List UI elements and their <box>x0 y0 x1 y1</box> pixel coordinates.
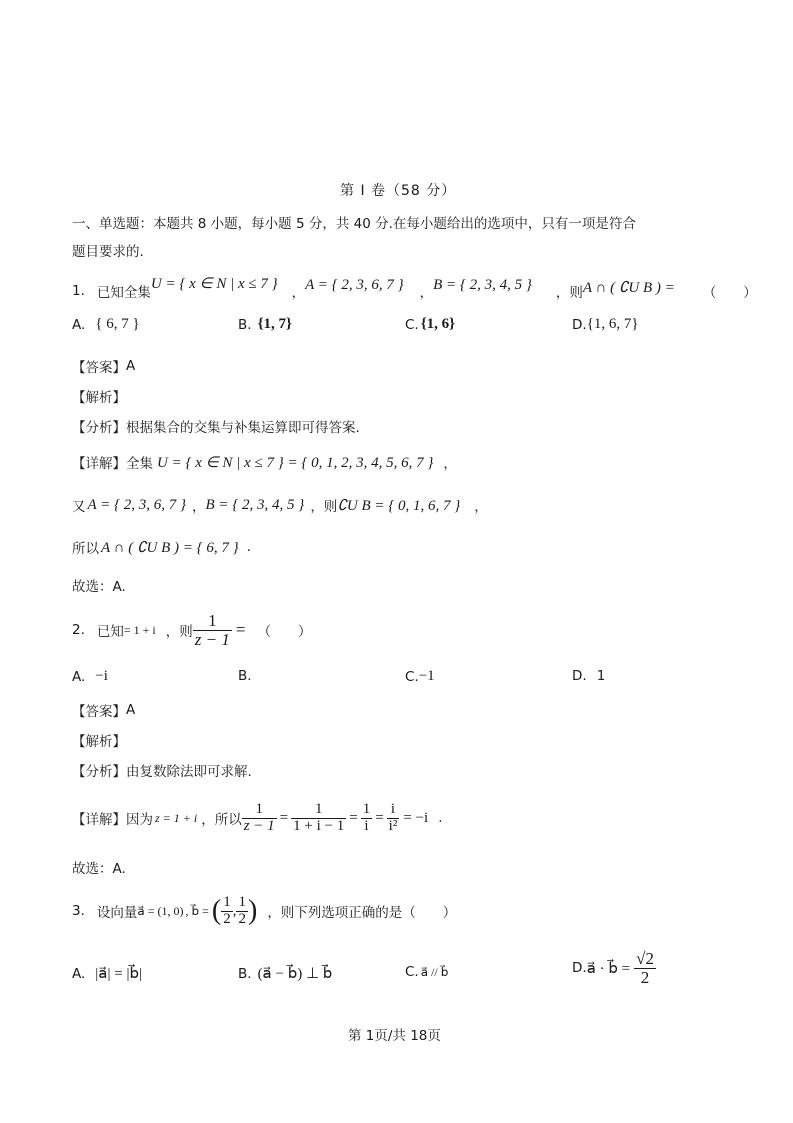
detail-lead: 所以 <box>72 541 99 557</box>
option-c <box>405 668 435 685</box>
option-b <box>238 964 332 983</box>
equals-sign: = <box>235 620 246 639</box>
option-d-fraction <box>634 950 656 987</box>
fenxi-tag: 【分析】 <box>72 764 126 780</box>
detail-end: ， <box>474 499 488 515</box>
option-value: { 6, 7 } <box>95 316 140 332</box>
equals-sign: = <box>349 809 358 826</box>
option-label: B. <box>238 965 252 982</box>
option-a <box>72 668 108 685</box>
option-value: 1 <box>596 668 606 684</box>
denominator: z − 1 <box>243 817 275 834</box>
detail-line-2 <box>72 495 488 515</box>
option-value: |a⃗| = |b⃗| <box>95 966 142 982</box>
separator-then: ，则 <box>165 624 193 640</box>
question-text: 设向量 <box>96 905 138 921</box>
numerator: i <box>387 802 400 819</box>
option-value: {1, 6, 7} <box>586 316 639 332</box>
answer-paren: （ ） <box>702 285 757 301</box>
vector-b-x <box>221 895 233 928</box>
detail-end: ， <box>443 456 457 472</box>
separator: ， <box>419 285 434 301</box>
numerator: 1 <box>242 802 277 819</box>
fenxi-text: 由复数除法即可求解. <box>126 764 252 780</box>
fraction-1 <box>242 802 277 835</box>
answer-line <box>72 700 135 720</box>
option-label: A. <box>72 668 86 685</box>
left-paren: ( <box>211 895 222 926</box>
detail-expression: U = { x ∈ N | x ≤ 7 } = { 0, 1, 2, 3, 4, 5, 6, 7 } <box>157 454 434 471</box>
detail-end: . <box>246 539 251 555</box>
option-label: A. <box>72 965 86 982</box>
answer-value: A <box>126 358 136 374</box>
vector-a: a⃗ = (1, 0) <box>137 903 184 918</box>
option-a <box>72 964 142 983</box>
page-footer: 第 1页/共 18页 <box>348 1028 441 1044</box>
analysis-tag: 【解析】 <box>72 390 126 406</box>
separator-then: ，则 <box>555 285 583 301</box>
option-d <box>572 668 605 684</box>
fraction-3 <box>361 802 373 835</box>
option-label: D. <box>572 316 587 333</box>
detail-line <box>72 796 442 840</box>
denominator: 2 <box>238 910 246 927</box>
final-answer: 故选：A. <box>72 579 126 595</box>
denominator: 2 <box>640 967 650 987</box>
option-b <box>238 316 292 333</box>
vector-b-lead: , b⃗ = <box>185 903 209 918</box>
fenxi-tag: 【分析】 <box>72 420 126 436</box>
separator: ， <box>192 499 206 515</box>
detail-so: ，所以 <box>201 812 242 828</box>
option-value: a⃗ · b⃗ = <box>586 960 631 977</box>
option-value: −i <box>95 668 108 684</box>
detail-line-3 <box>72 537 251 557</box>
question-number: 1. <box>72 283 85 299</box>
answer-line <box>72 356 135 376</box>
option-label: C. <box>405 316 419 333</box>
fenxi-line <box>72 760 252 780</box>
result: = −i <box>403 809 429 826</box>
option-label: D. <box>572 960 587 977</box>
detail-complement: ∁U B = { 0, 1, 6, 7 } <box>337 497 461 514</box>
set-expression: A ∩ ( ∁U B ) = <box>582 279 675 296</box>
detail-set-b: B = { 2, 3, 4, 5 } <box>205 496 305 513</box>
right-paren: ) <box>247 895 258 926</box>
option-label: B. <box>238 316 252 333</box>
denominator: i² <box>388 817 398 834</box>
fraction-4 <box>387 802 400 835</box>
answer-value: A <box>126 702 136 718</box>
option-label: A. <box>72 316 86 333</box>
fraction-2 <box>291 802 346 835</box>
detail-lead: 因为 <box>126 812 153 828</box>
numerator: 1 <box>291 802 346 819</box>
question-number: 3. <box>72 903 85 919</box>
question-text: 已知 <box>96 624 124 640</box>
vector-b-y <box>236 895 248 928</box>
answer-tag: 【答案】 <box>72 360 126 376</box>
fraction-denominator: z − 1 <box>194 629 230 649</box>
xiangjie-tag: 【详解】 <box>72 456 126 472</box>
equals-sign: = <box>279 809 289 826</box>
option-value: {1, 6} <box>420 316 456 332</box>
detail-line-1 <box>72 452 457 472</box>
answer-tag: 【答案】 <box>72 704 126 720</box>
option-label: B. <box>238 668 252 684</box>
fraction-numerator: 1 <box>193 612 232 631</box>
detail-lead: 又 <box>72 499 86 515</box>
option-value: −1 <box>418 668 435 684</box>
equals-sign: = <box>375 809 384 826</box>
question-number: 2. <box>72 622 85 638</box>
question-text: 已知全集 <box>96 285 151 301</box>
question-tail: ，则下列选项正确的是（ ） <box>267 905 457 921</box>
option-value: (a⃗ − b⃗) ⊥ b⃗ <box>257 966 333 982</box>
separator: ， <box>291 285 306 301</box>
set-b: B = { 2, 3, 4, 5 } <box>433 276 532 293</box>
option-b <box>238 668 252 684</box>
given-expression: = 1 + i <box>123 622 156 637</box>
option-a <box>72 316 140 333</box>
numerator: 1 <box>223 893 231 910</box>
option-label: C. <box>405 668 419 685</box>
option-c <box>405 964 448 980</box>
denominator: i <box>364 817 369 834</box>
option-value: a⃗ // b⃗ <box>420 964 449 979</box>
section-heading-line2: 题目要求的. <box>72 244 144 260</box>
detail-lead: 全集 <box>126 456 153 472</box>
denominator: 2 <box>223 910 231 927</box>
fenxi-text: 根据集合的交集与补集运算即可得答案. <box>126 420 360 436</box>
option-c <box>405 316 455 333</box>
final-answer: 故选：A. <box>72 861 126 877</box>
denominator: 1 + i − 1 <box>293 817 345 834</box>
page-title: 第 I 卷（58 分） <box>340 183 457 199</box>
option-d <box>572 950 656 987</box>
detail-set-a: A = { 2, 3, 6, 7 } <box>87 496 187 513</box>
answer-paren: （ ） <box>257 624 312 640</box>
detail-expression: A ∩ ( ∁U B ) = { 6, 7 } <box>101 539 239 556</box>
comma: , <box>232 902 237 919</box>
question-3-stem <box>72 888 456 934</box>
detail-end: . <box>438 810 443 826</box>
option-value: {1, 7} <box>257 316 292 332</box>
numerator: √2 <box>636 949 654 968</box>
separator-then: ，则 <box>310 499 338 515</box>
fenxi-line <box>72 416 360 436</box>
set-a: A = { 2, 3, 6, 7 } <box>305 276 404 293</box>
fraction <box>193 612 232 649</box>
question-1-stem <box>72 276 757 306</box>
numerator: 1 <box>238 893 246 910</box>
numerator: 1 <box>362 800 371 817</box>
option-label: D. <box>572 668 587 684</box>
section-heading-line1: 一、单选题：本题共 8 小题，每小题 5 分，共 40 分.在每小题给出的选项中，只有一项是符合 <box>72 216 636 232</box>
analysis-tag: 【解析】 <box>72 734 126 750</box>
question-2-stem <box>72 608 311 652</box>
set-u: U = { x ∈ N | x ≤ 7 } <box>150 275 278 292</box>
option-d <box>572 316 639 333</box>
xiangjie-tag: 【详解】 <box>72 812 126 828</box>
detail-given: z = 1 + i <box>155 810 198 825</box>
option-label: C. <box>405 964 419 980</box>
